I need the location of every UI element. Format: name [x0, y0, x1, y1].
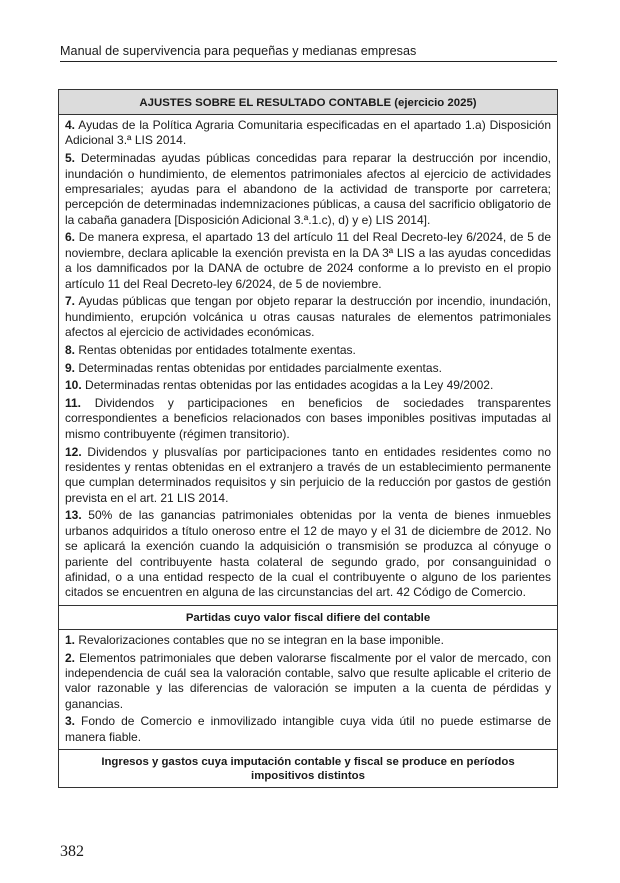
section-title-partidas: Partidas cuyo valor fiscal difiere del contable	[59, 606, 557, 630]
item-number: 12.	[65, 444, 82, 459]
list-item	[65, 445, 551, 507]
item-text: Determinadas rentas obtenidas por entidades parcialmente exentas.	[75, 360, 442, 375]
item-text: Rentas obtenidas por entidades totalmente exentas.	[75, 342, 356, 357]
item-text: Elementos patrimoniales que deben valorarse fiscalmente por el valor de mercado, con independencia de cuál sea la valoración contable, salvo que resulte aplicable el criterio de valor razonable y las diferencias de valoración se imputen a la cuenta de pérdidas y ganancias.	[65, 650, 551, 711]
list-item	[65, 508, 551, 600]
item-number: 5.	[65, 151, 76, 166]
item-text: Ayudas de la Política Agraria Comunitaria especificadas en el apartado 1.a) Disposición Adicional 3.ª LIS 2014.	[65, 118, 551, 148]
item-number: 6.	[65, 230, 76, 245]
item-text: Fondo de Comercio e inmovilizado intangible cuya vida útil no puede estimarse de manera fiable.	[65, 714, 551, 744]
section-title-ajustes: AJUSTES SOBRE EL RESULTADO CONTABLE (ejercicio 2025)	[59, 90, 557, 115]
list-item	[65, 396, 551, 442]
item-number: 1.	[65, 632, 76, 647]
running-header: Manual de supervivencia para pequeñas y medianas empresas	[60, 44, 417, 58]
item-text: 50% de las ganancias patrimoniales obtenidas por la venta de bienes inmuebles urbanos adquiridos a título oneroso entre el 12 de mayo y el 31 de diciembre de 2012. No se aplicará la exención cuando la adquisición o transmisión se produzca al cónyuge o pariente del contribuyente hasta colateral de segundo grado, por consanguinidad o afinidad, o a una entidad respecto de la cual el contribuyente o alguno de los parientes citados se encuentren en alguna de las circunstancias del art. 42 Código de Comercio.	[65, 508, 551, 600]
item-text: De manera expresa, el apartado 13 del artículo 11 del Real Decreto-ley 6/2024, de 5 de noviembre, declara aplicable la exención prevista en la DA 3ª LIS a las ayudas concedidas a los damnificados por la DANA de octubre de 2024 conforme a lo previsto en el propio artículo 11 del Real Decreto-ley 6/2024, de 5 de noviembre.	[65, 230, 551, 291]
item-number: 7.	[65, 294, 76, 309]
adjustments-table	[58, 89, 558, 788]
item-text: Determinadas ayudas públicas concedidas para reparar la destrucción por incendio, inundación o hundimiento, de elementos patrimoniales afectos al ejercicio de actividades empresariales; ayudas para el abandono de la actividad de transporte por carretera; percepción de determinadas indemnizaciones públicas, a causa del sacrificio obligatorio de la cabaña ganadera [Disposición Adicional 3.ª.1.c), d) y e) LIS 2014].	[65, 151, 551, 227]
list-item	[65, 361, 551, 376]
list-item	[65, 151, 551, 228]
item-text: Determinadas rentas obtenidas por las entidades acogidas a la Ley 49/2002.	[81, 378, 494, 393]
list-item	[65, 714, 551, 745]
section-body-partidas	[59, 630, 557, 750]
page-number: 382	[60, 843, 84, 860]
item-number: 3.	[65, 714, 76, 729]
item-text: Dividendos y plusvalías por participaciones tanto en entidades residentes como no residentes y rentas obtenidas en el extranjero a través de un establecimiento permanente que cumplan determinados requisitos y sin perjuicio de la reducción por gastos de gestión prevista en el art. 21 LIS 2014.	[65, 444, 551, 505]
list-item	[65, 378, 551, 393]
list-item	[65, 294, 551, 340]
list-item	[65, 343, 551, 358]
list-item	[65, 633, 551, 648]
list-item	[65, 118, 551, 149]
item-number: 8.	[65, 342, 76, 357]
item-number: 9.	[65, 360, 76, 375]
section-body-ajustes	[59, 115, 557, 606]
header-rule	[60, 61, 557, 62]
list-item	[65, 230, 551, 292]
item-number: 10.	[65, 378, 82, 393]
item-number: 11.	[65, 395, 82, 410]
item-number: 4.	[65, 118, 76, 132]
section-title-ingresos-gastos: Ingresos y gastos cuya imputación contable y fiscal se produce en períodos impositivos distintos	[59, 750, 557, 787]
item-text: Dividendos y participaciones en beneficios de sociedades transparentes correspondientes a beneficios relacionados con bases imponibles positivas imputadas al mismo contribuyente (régimen transitorio).	[65, 395, 551, 441]
item-text: Revalorizaciones contables que no se integran en la base imponible.	[75, 632, 444, 647]
list-item	[65, 651, 551, 713]
item-number: 2.	[65, 650, 76, 665]
item-text: Ayudas públicas que tengan por objeto reparar la destrucción por incendio, inundación, hundimiento, erupción volcánica u otras causas naturales de elementos patrimoniales afectos al ejercicio de actividades económicas.	[65, 294, 551, 340]
item-number: 13.	[65, 508, 82, 523]
